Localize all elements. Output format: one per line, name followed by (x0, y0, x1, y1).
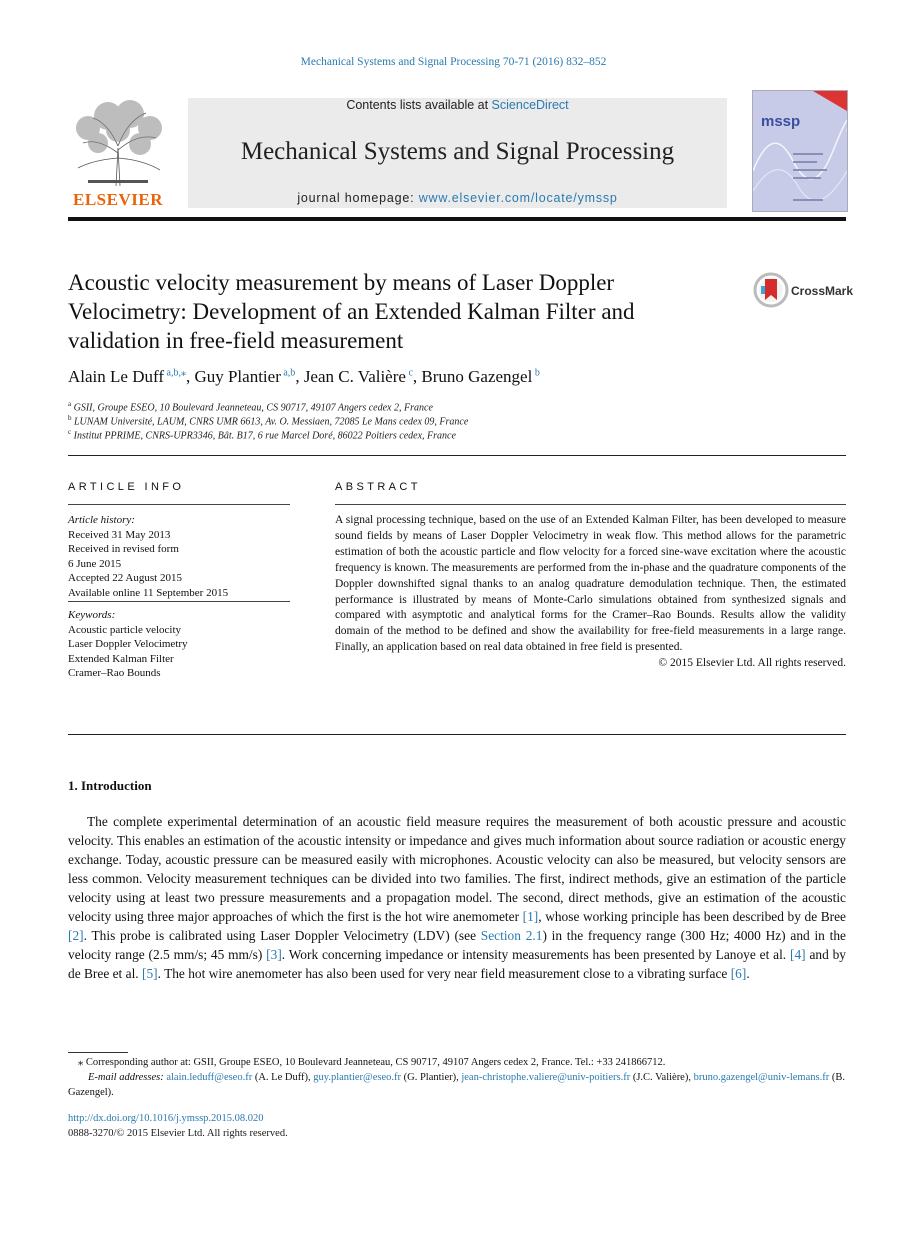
reference-link[interactable]: Section 2.1 (480, 928, 543, 943)
keyword-item: Laser Doppler Velocimetry (68, 638, 188, 650)
doi-block (68, 1111, 288, 1141)
email-link[interactable]: jean-christophe.valiere@univ-poitiers.fr (461, 1072, 631, 1083)
abstract-divider (68, 734, 846, 735)
contents-prefix: Contents lists available at (346, 98, 492, 112)
email-label: E-mail addresses: (88, 1072, 167, 1083)
crossmark-label[interactable]: CrossMark (791, 284, 854, 298)
issn-line: 0888-3270/© 2015 Elsevier Ltd. All rights reserved. (68, 1128, 288, 1139)
crossmark-badge[interactable] (753, 272, 789, 313)
history-item: Accepted 22 August 2015 (68, 572, 182, 584)
history-item: Available online 11 September 2015 (68, 586, 229, 599)
reference-link[interactable]: [1] (522, 909, 539, 924)
keywords-label: Keywords: (68, 609, 116, 621)
paragraph-text: . (746, 966, 750, 981)
affiliation-a (68, 400, 433, 413)
homepage-line (188, 191, 727, 205)
email-link[interactable]: alain.leduff@eseo.fr (166, 1072, 253, 1083)
abstract-text: A signal processing technique, based on the use of an Extended Kalman Filter, has been developed to measure sound fields by means of Laser Doppler Velocimetry in weak flow. This method allows for the parametric estimation of both the acoustic particle and flow velocity for a forced sine-wave excitation where the acoustic frequency is known. The measurements are performed from the in-phase and the quadrature components of the Doppler downshifted signal thanks to an analog quadrature demodulation technique. Then, the estimated performance is illustrated by means of Monte-Carlo simulations obtained from synthesized signals and compared with asymptotic and analytical forms for the Cramer–Rao Bounds. Results allow the validity domain of the method to be defined and show the availability for free-field measurements in a large range. Finally, an application based on real data obtained in free field is presented. (335, 514, 846, 654)
affiliation-marker: c (68, 428, 72, 436)
affiliation-marker: b (68, 414, 72, 422)
cover-abbrev: mssp (761, 113, 801, 130)
footnote-rule (68, 1052, 128, 1053)
author-name[interactable]: Alain Le Duff (68, 367, 164, 386)
introduction-paragraph (68, 812, 846, 983)
section-heading-introduction: 1. Introduction (68, 778, 152, 793)
affiliation-text: GSII, Groupe ESEO, 10 Boulevard Jeanneteau, CS 90717, 49107 Angers cedex 2, France (73, 402, 433, 414)
keyword-item: Acoustic particle velocity (68, 623, 182, 636)
corresponding-author-note: ⁎ Corresponding author at: GSII, Groupe ESEO, 10 Boulevard Jeanneteau, CS 90717, 49107 Angers cedex 2, France. Tel.: +33 241866712. (78, 1057, 666, 1068)
journal-citation[interactable]: Mechanical Systems and Signal Processing 70-71 (2016) 832–852 (300, 56, 607, 68)
author-separator: , (185, 367, 195, 386)
author-affiliation-marker[interactable]: c (405, 367, 413, 379)
abstract-body (335, 513, 846, 672)
abstract-rule (335, 504, 846, 505)
homepage-prefix: journal homepage: (297, 191, 419, 205)
reference-link[interactable]: [2] (68, 928, 84, 943)
paragraph-text: and by de Bree et al. (68, 947, 846, 981)
publisher-name: ELSEVIER (73, 190, 163, 209)
history-rule (68, 601, 290, 602)
author-separator: , (412, 367, 422, 386)
email-owner: (B. Gazengel). (68, 1072, 845, 1098)
author-name[interactable]: Guy Plantier (194, 367, 281, 386)
email-owner: (G. Plantier), (400, 1072, 462, 1083)
keyword-item: Extended Kalman Filter (68, 652, 174, 665)
history-item: Received in revised form (68, 543, 179, 555)
author-affiliation-marker[interactable]: a,b,⁎ (164, 367, 186, 379)
tree-icon (68, 98, 168, 188)
journal-homepage-link[interactable]: www.elsevier.com/locate/ymssp (418, 191, 618, 205)
author-name[interactable]: Jean C. Valière (303, 367, 406, 386)
paragraph-text: . This probe is calibrated using Laser Doppler Velocimetry (LDV) (see (83, 928, 481, 943)
author-name[interactable]: Bruno Gazengel (421, 367, 533, 386)
reference-link[interactable]: [6] (730, 966, 747, 981)
journal-cover-thumbnail[interactable] (752, 90, 848, 212)
reference-link[interactable]: [4] (789, 947, 806, 962)
article-info-rule (68, 504, 290, 505)
article-title: Acoustic velocity measurement by means of Laser Doppler Velocimetry: Development of an Extended Kalman Filter and validation in free-field measurement (68, 270, 635, 353)
author-separator: , (295, 367, 304, 386)
paragraph-text: The complete experimental determination of an acoustic field measure requires the measurement of both acoustic pressure and acoustic velocity. This enables an estimation of the acoustic intensity or impedance and gives much information about source radiation or acoustic energy exchange. Today, acoustic pressure can be measured easily with microphones. Acoustic velocity can also be measured, but velocity sensors are less common. Velocity measurement techniques can be divided into two families. The first, indirect methods, give an estimation of the particle velocity using at least two pressure measurements and a propagation model. The second, direct methods, give an estimation of the acoustic velocity using three major approaches of which the first is the hot wire anemometer (68, 814, 846, 924)
affiliation-text: Institut PPRIME, CNRS-UPR3346, Bât. B17, 6 rue Marcel Doré, 86022 Poitiers cedex, France (73, 430, 456, 442)
email-link[interactable]: bruno.gazengel@univ-lemans.fr (693, 1072, 830, 1083)
paragraph-text: , whose working principle has been described by de Bree (538, 909, 846, 924)
history-item: Received 31 May 2013 (68, 528, 171, 541)
paragraph-text: . The hot wire anemometer has also been used for very near field measurement close to a vibrating surface (157, 966, 731, 981)
affiliation-divider (68, 455, 846, 456)
article-info-heading: ARTICLE INFO (68, 481, 185, 493)
reference-link[interactable]: [5] (141, 966, 158, 981)
contents-line (188, 98, 727, 112)
author-affiliation-marker[interactable]: b (532, 367, 540, 379)
reference-link[interactable]: [3] (266, 947, 282, 962)
article-info-column (68, 513, 290, 681)
affiliation-b (68, 414, 468, 427)
history-item: 6 June 2015 (68, 557, 122, 570)
affiliation-marker: a (68, 400, 72, 408)
email-link[interactable]: guy.plantier@eseo.fr (313, 1072, 401, 1083)
email-owner: (A. Le Duff), (252, 1072, 314, 1083)
abstract-copyright: © 2015 Elsevier Ltd. All rights reserved. (658, 657, 846, 670)
paragraph-text: . Work concerning impedance or intensity measurements has been presented by Lanoye et al. (281, 947, 790, 962)
cover-art-icon (753, 91, 847, 211)
author-affiliation-marker[interactable]: a,b (280, 367, 296, 379)
paragraph-text: ) in the frequency range (300 Hz; 4000 Hz) and in the velocity range (2.5 mm/s; 45 mm/s) (68, 928, 846, 962)
history-label: Article history: (68, 514, 135, 526)
email-addresses (68, 1070, 846, 1100)
keyword-item: Cramer–Rao Bounds (68, 667, 161, 679)
affiliation-c (68, 428, 456, 441)
doi-link[interactable]: http://dx.doi.org/10.1016/j.ymssp.2015.08.020 (68, 1113, 264, 1124)
header-divider (68, 217, 846, 221)
journal-title: Mechanical Systems and Signal Processing (240, 138, 675, 165)
author-list (68, 367, 540, 387)
abstract-heading: ABSTRACT (335, 481, 421, 493)
crossmark-icon (753, 272, 789, 308)
sciencedirect-link[interactable]: ScienceDirect (491, 98, 569, 112)
affiliation-text: LUNAM Université, LAUM, CNRS UMR 6613, Av. O. Messiaen, 72085 Le Mans cedex 09, France (74, 416, 469, 428)
email-owner: (J.C. Valière), (630, 1072, 694, 1083)
